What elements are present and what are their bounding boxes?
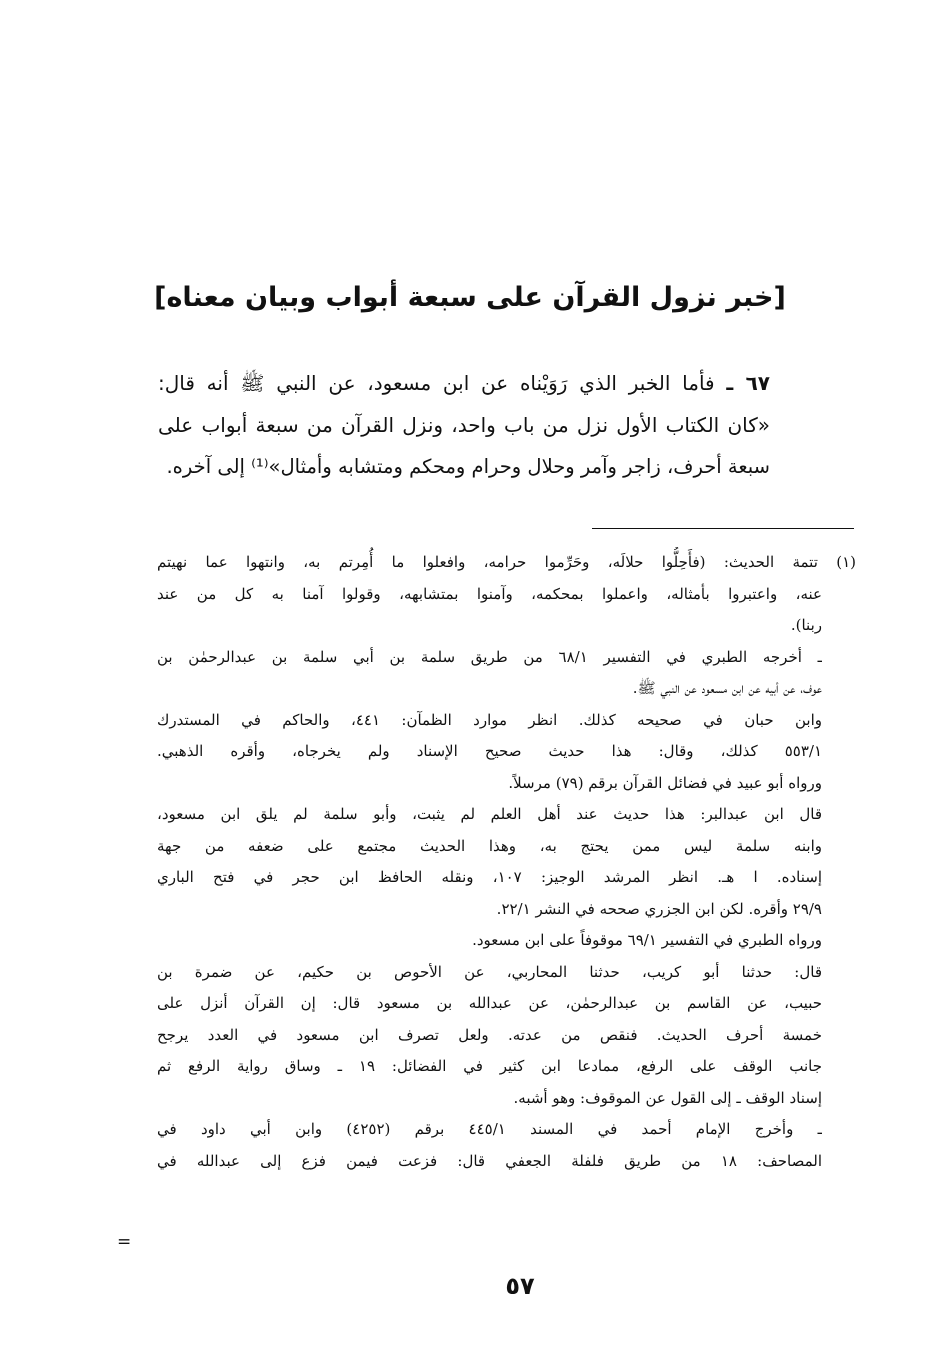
section-title: [خبر نزول القرآن على سبعة أبواب وبيان معناه] [154,282,786,313]
page-number: ٥٧ [505,1272,535,1300]
footnote-line: ـ وأخرج الإمام أحمد في المسند ٤٤٥/١ برقم (٤٢٥٢) وابن أبي داود في [157,1120,822,1138]
footnote-line: ربنا). [790,616,822,634]
footnote-line: ٢٩/٩ وأقره. لكن ابن الجزري صححه في النشر ٢٢/١. [496,899,822,918]
continuation-mark: = [117,1232,132,1252]
footnote-line: ورواه الطبري في التفسير ٦٩/١ موقوفاً على ابن مسعود. [472,931,822,949]
footnote-line: إسناده. ا هـ. انظر المرشد الوجيز: ١٠٧، ونقله الحافظ ابن حجر في فتح الباري [157,868,822,886]
footnote-line: (١) تتمة الحديث: (فأَحِلُّوا حلالَه، وحَرِّموا حرامه، وافعلوا ما أُمِرتم به، وانتهوا عما نهيتم [157,553,856,571]
footnote-line: عوف، عن أبيه عن ابن مسعود عن النبي ﷺ. [632,679,822,697]
footnote-line: ورواه أبو عبيد في فضائل القرآن برقم (٧٩) مرسلاً. [508,773,822,792]
footnote-separator [592,528,854,529]
main-line-text: فأما الخبر الذي رَوَيْناه عن ابن مسعود، عن النبي ﷺ أنه قال: [158,371,715,395]
footnote-line: ـ أخرجه الطبري في التفسير ٦٨/١ من طريق سلمة بن أبي سلمة بن عبدالرحمٰن بن [157,647,822,666]
footnote-line: المصاحف: ١٨ من طريق فلفلة الجعفي قال: فزعت فيمن فزع إلى عبدالله في [157,1151,822,1170]
footnote-line: قال: حدثنا أبو كريب، حدثنا المحاربي، عن الأحوص بن حكيم، عن ضمرة بن [157,962,822,981]
hadith-number: ٦٧ ـ [726,371,770,395]
main-paragraph [158,362,770,488]
footnote-line: وابن حبان في صحيحه كذلك. انظر موارد الظمآن: ٤٤١، والحاكم في المستدرك [157,710,822,729]
footnote-line: خمسة أحرف الحديث. فنقص من عدته. ولعل تصرف ابن مسعود في العدد يرجح [157,1025,822,1044]
main-line [158,362,770,404]
footnote-line: وابنه سلمة ليس ممن يحتج به، وهذا الحديث مجتمع على ضعفه من جهة [157,836,822,855]
footnote-line: قال ابن عبدالبر: هذا حديث عند أهل العلم لم يثبت، وأبو سلمة لم يلق ابن مسعود، [157,805,822,823]
footnote-line: جانب الوقف على الرفع، ممادعا ابن كثير في الفضائل: ١٩ ـ وساق رواية الرفع ثم [157,1057,822,1075]
main-line: «كان الكتاب الأول نزل من باب واحد، ونزل القرآن من سبعة أبواب على [158,413,770,437]
main-line: سبعة أحرف، زاجر وآمر وحلال وحرام ومحكم ومتشابه وأمثال»⁽¹⁾ إلى آخره. [166,455,770,478]
footnote-line: ٥٥٣/١ كذلك، وقال: هذا حديث صحيح الإسناد ولم يخرجاه، وأقره الذهبي. [157,742,822,760]
footnote-line: عنه، واعتبروا بأمثاله، واعملوا بمحكمه، وآمنوا بمتشابهه، وقولوا آمنا به كل من عند [157,584,822,603]
footnote-line: إسناد الوقف ـ إلى القول عن الموقوف: وهو أشبه. [513,1088,822,1107]
footnote-line: حبيب، عن القاسم بن عبدالرحمٰن، عن عبدالله بن مسعود قال: إن القرآن أنزل على [157,994,822,1012]
footnotes [157,547,856,1177]
